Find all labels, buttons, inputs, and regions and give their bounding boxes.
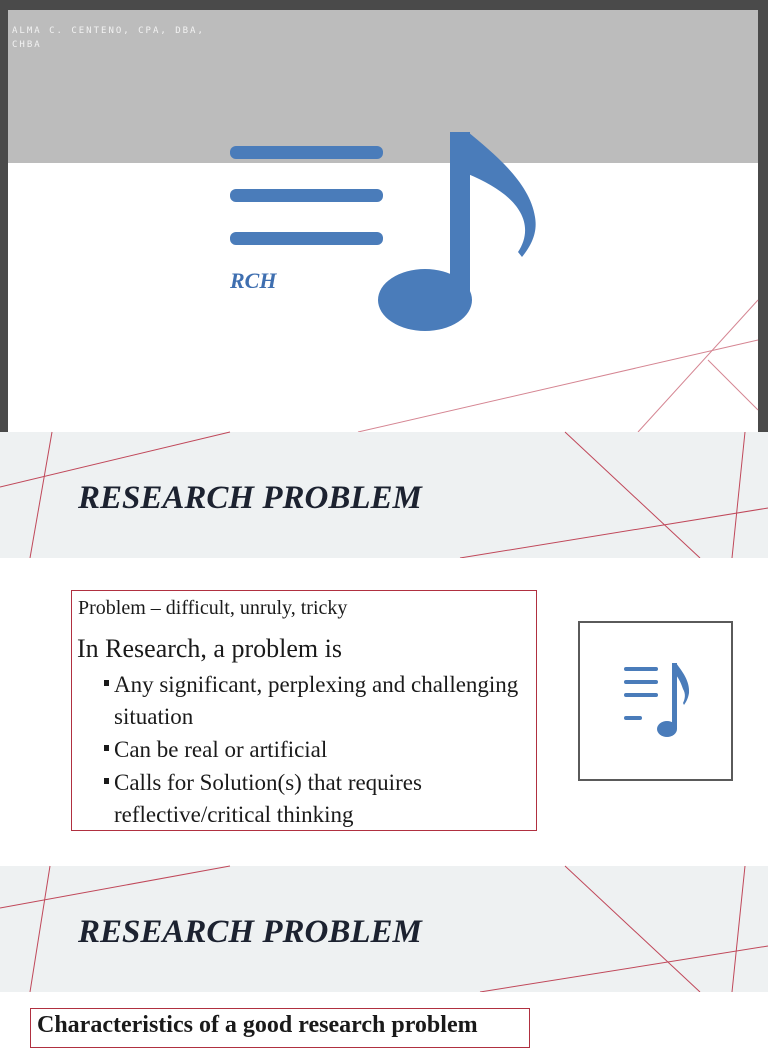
bullet-item bbox=[100, 669, 520, 733]
music-note-list-icon bbox=[230, 122, 550, 342]
bullet-text: Calls for Solution(s) that requires reflective/critical thinking bbox=[114, 770, 422, 827]
research-problem-header bbox=[0, 866, 768, 992]
slide-title: RESEARCH PROBLEM bbox=[78, 480, 422, 516]
bullet-marker bbox=[104, 680, 109, 686]
slide-title: RESEARCH PROBLEM bbox=[78, 914, 422, 950]
bullet-text: Can be real or artificial bbox=[114, 737, 328, 762]
bullet-marker bbox=[104, 745, 109, 751]
problem-definition: Problem – difficult, unruly, tricky bbox=[78, 597, 348, 619]
research-problem-intro: In Research, a problem is bbox=[77, 634, 342, 663]
research-problem-header bbox=[0, 432, 768, 558]
characteristics-textbox bbox=[30, 1008, 530, 1048]
icon-frame bbox=[578, 621, 733, 781]
music-note-list-icon bbox=[624, 661, 690, 741]
title-fragment: RCH bbox=[230, 268, 277, 293]
bullet-marker bbox=[104, 778, 109, 784]
author-name: ALMA C. CENTENO, CPA, DBA, CHBA bbox=[12, 26, 205, 50]
bullet-text: Any significant, perplexing and challenging situation bbox=[114, 672, 519, 729]
title-slide-content bbox=[8, 10, 758, 432]
characteristics-content bbox=[0, 992, 768, 1038]
bullet-item bbox=[100, 734, 520, 766]
definition-textbox bbox=[71, 590, 537, 831]
characteristics-heading: Characteristics of a good research problem bbox=[37, 1012, 478, 1038]
bullet-item bbox=[100, 767, 520, 831]
research-problem-content bbox=[0, 558, 768, 866]
title-slide bbox=[0, 0, 768, 432]
